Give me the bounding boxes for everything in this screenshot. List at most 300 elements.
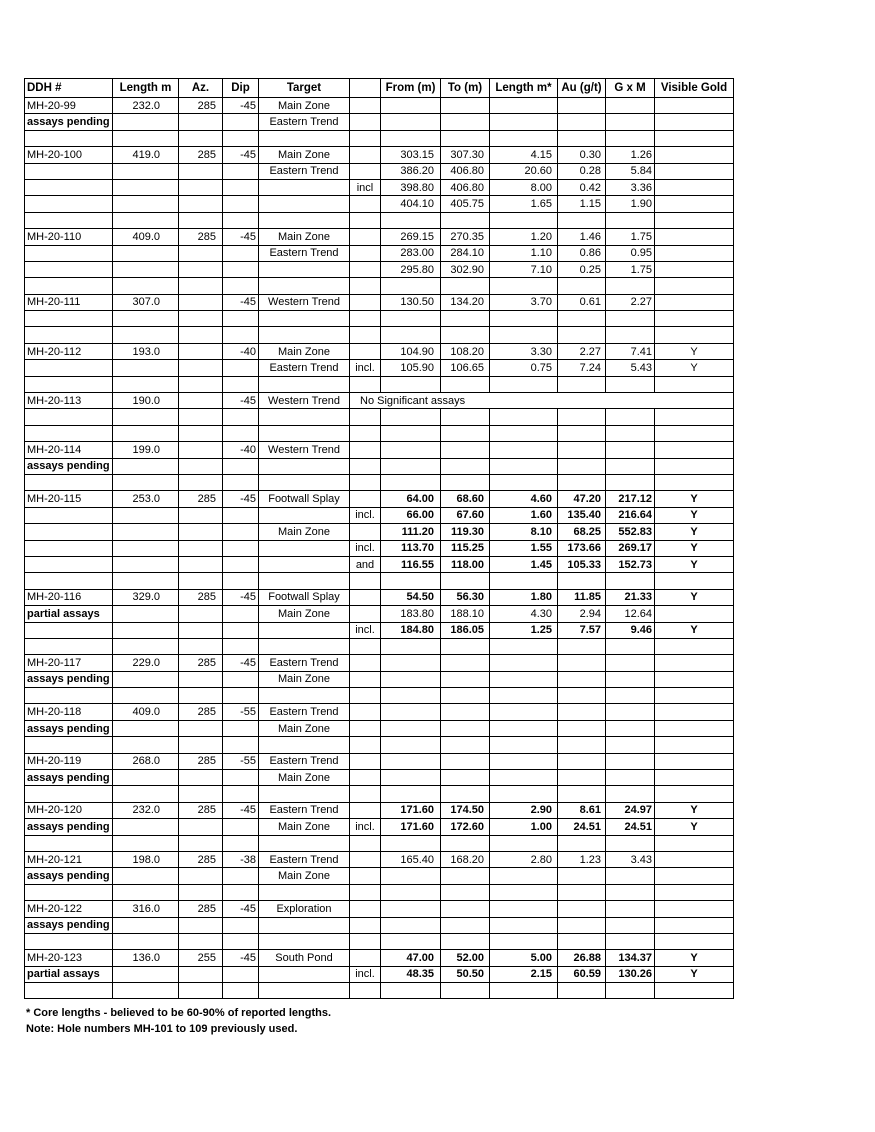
table-cell bbox=[490, 933, 558, 949]
table-cell bbox=[223, 278, 259, 294]
table-cell: assays pending bbox=[25, 671, 113, 687]
table-cell bbox=[223, 409, 259, 425]
table-row bbox=[25, 474, 734, 490]
table-cell bbox=[179, 409, 223, 425]
table-cell: MH-20-122 bbox=[25, 901, 113, 917]
table-cell bbox=[441, 278, 490, 294]
table-row bbox=[25, 802, 734, 818]
table-cell bbox=[606, 212, 655, 228]
table-cell: incl. bbox=[350, 540, 381, 556]
table-cell: 5.00 bbox=[490, 950, 558, 966]
table-cell bbox=[558, 720, 606, 736]
table-cell bbox=[558, 933, 606, 949]
table-cell: 0.95 bbox=[606, 245, 655, 261]
table-row bbox=[25, 950, 734, 966]
table-cell bbox=[223, 983, 259, 999]
table-cell bbox=[381, 114, 441, 130]
table-cell: 405.75 bbox=[441, 196, 490, 212]
table-cell bbox=[558, 868, 606, 884]
table-cell bbox=[179, 196, 223, 212]
table-cell: 285 bbox=[179, 753, 223, 769]
table-cell bbox=[490, 458, 558, 474]
table-row bbox=[25, 622, 734, 638]
table-cell bbox=[350, 458, 381, 474]
table-cell bbox=[606, 376, 655, 392]
table-cell bbox=[179, 720, 223, 736]
table-cell bbox=[558, 917, 606, 933]
table-cell bbox=[606, 720, 655, 736]
table-cell: Western Trend bbox=[259, 393, 350, 409]
table-cell: Eastern Trend bbox=[259, 753, 350, 769]
table-cell bbox=[441, 933, 490, 949]
table-cell: -45 bbox=[223, 393, 259, 409]
table-cell bbox=[25, 327, 113, 343]
table-cell bbox=[179, 540, 223, 556]
table-row bbox=[25, 196, 734, 212]
table-cell: MH-20-100 bbox=[25, 147, 113, 163]
table-cell bbox=[381, 573, 441, 589]
table-cell: assays pending bbox=[25, 458, 113, 474]
table-cell: 174.50 bbox=[441, 802, 490, 818]
table-cell bbox=[179, 524, 223, 540]
table-cell: partial assays bbox=[25, 606, 113, 622]
table-cell bbox=[558, 114, 606, 130]
table-cell bbox=[606, 737, 655, 753]
table-cell bbox=[558, 786, 606, 802]
table-cell bbox=[259, 573, 350, 589]
table-cell bbox=[179, 442, 223, 458]
table-row bbox=[25, 655, 734, 671]
table-cell: 60.59 bbox=[558, 966, 606, 982]
table-cell bbox=[25, 425, 113, 441]
table-cell: 68.25 bbox=[558, 524, 606, 540]
table-cell bbox=[606, 835, 655, 851]
table-cell bbox=[381, 868, 441, 884]
table-cell bbox=[179, 966, 223, 982]
table-cell bbox=[381, 425, 441, 441]
table-cell bbox=[113, 573, 179, 589]
table-cell bbox=[223, 507, 259, 523]
table-cell bbox=[223, 868, 259, 884]
table-cell bbox=[381, 770, 441, 786]
table-cell: 419.0 bbox=[113, 147, 179, 163]
table-cell: 48.35 bbox=[381, 966, 441, 982]
table-cell: 0.28 bbox=[558, 163, 606, 179]
table-cell bbox=[606, 770, 655, 786]
table-cell bbox=[179, 179, 223, 195]
table-cell: Main Zone bbox=[259, 606, 350, 622]
col-header-target: Target bbox=[259, 79, 350, 98]
table-cell bbox=[179, 311, 223, 327]
table-cell bbox=[606, 442, 655, 458]
table-cell bbox=[606, 786, 655, 802]
footnote-core-lengths: * Core lengths - believed to be 60-90% of reported lengths. bbox=[26, 1007, 332, 1019]
table-cell: Y bbox=[655, 491, 734, 507]
table-cell bbox=[25, 261, 113, 277]
col-header-au: Au (g/t) bbox=[558, 79, 606, 98]
table-cell bbox=[490, 212, 558, 228]
table-cell bbox=[381, 720, 441, 736]
table-cell bbox=[558, 901, 606, 917]
table-cell bbox=[113, 638, 179, 654]
table-cell: 2.90 bbox=[490, 802, 558, 818]
table-cell bbox=[25, 540, 113, 556]
table-cell bbox=[25, 474, 113, 490]
table-cell bbox=[259, 540, 350, 556]
table-cell bbox=[441, 671, 490, 687]
table-cell: 20.60 bbox=[490, 163, 558, 179]
table-cell bbox=[441, 770, 490, 786]
table-cell bbox=[606, 688, 655, 704]
table-cell: 2.94 bbox=[558, 606, 606, 622]
col-header-to: To (m) bbox=[441, 79, 490, 98]
table-cell bbox=[558, 442, 606, 458]
table-cell bbox=[381, 704, 441, 720]
table-cell bbox=[606, 655, 655, 671]
table-cell bbox=[490, 409, 558, 425]
col-header-azimuth: Az. bbox=[179, 79, 223, 98]
table-cell bbox=[655, 147, 734, 163]
table-cell: -38 bbox=[223, 851, 259, 867]
table-cell: 2.80 bbox=[490, 851, 558, 867]
table-cell bbox=[113, 540, 179, 556]
table-cell bbox=[381, 638, 441, 654]
table-cell: 285 bbox=[179, 147, 223, 163]
table-cell: 24.51 bbox=[606, 819, 655, 835]
table-cell bbox=[490, 688, 558, 704]
table-cell bbox=[179, 393, 223, 409]
table-cell: 307.0 bbox=[113, 294, 179, 310]
table-cell bbox=[223, 671, 259, 687]
table-cell bbox=[350, 851, 381, 867]
table-cell bbox=[259, 933, 350, 949]
table-cell bbox=[223, 179, 259, 195]
table-cell: 7.24 bbox=[558, 360, 606, 376]
table-cell: 119.30 bbox=[441, 524, 490, 540]
table-cell: Y bbox=[655, 950, 734, 966]
table-cell: Eastern Trend bbox=[259, 704, 350, 720]
table-cell bbox=[441, 655, 490, 671]
table-cell: -45 bbox=[223, 802, 259, 818]
table-cell: 134.20 bbox=[441, 294, 490, 310]
table-cell: 253.0 bbox=[113, 491, 179, 507]
table-cell bbox=[655, 409, 734, 425]
table-cell bbox=[223, 622, 259, 638]
table-cell bbox=[490, 786, 558, 802]
table-cell bbox=[655, 327, 734, 343]
table-cell bbox=[259, 278, 350, 294]
table-cell: Main Zone bbox=[259, 720, 350, 736]
table-cell bbox=[490, 720, 558, 736]
table-cell bbox=[350, 868, 381, 884]
table-cell bbox=[113, 130, 179, 146]
table-cell bbox=[655, 884, 734, 900]
table-cell: 108.20 bbox=[441, 343, 490, 359]
table-cell: MH-20-99 bbox=[25, 98, 113, 114]
table-cell bbox=[350, 442, 381, 458]
table-cell bbox=[259, 196, 350, 212]
table-cell bbox=[381, 753, 441, 769]
table-cell: MH-20-117 bbox=[25, 655, 113, 671]
table-cell bbox=[490, 753, 558, 769]
table-row bbox=[25, 901, 734, 917]
table-row bbox=[25, 229, 734, 245]
table-cell: 285 bbox=[179, 851, 223, 867]
table-cell: -45 bbox=[223, 655, 259, 671]
table-cell bbox=[223, 114, 259, 130]
table-cell bbox=[179, 245, 223, 261]
table-cell bbox=[441, 901, 490, 917]
table-cell: 295.80 bbox=[381, 261, 441, 277]
table-cell: 232.0 bbox=[113, 98, 179, 114]
table-row bbox=[25, 917, 734, 933]
table-cell bbox=[558, 671, 606, 687]
table-cell bbox=[223, 835, 259, 851]
table-cell bbox=[25, 130, 113, 146]
table-cell: 285 bbox=[179, 901, 223, 917]
table-row bbox=[25, 884, 734, 900]
table-cell bbox=[350, 376, 381, 392]
table-cell bbox=[259, 311, 350, 327]
table-cell: 284.10 bbox=[441, 245, 490, 261]
table-cell: 171.60 bbox=[381, 819, 441, 835]
table-cell bbox=[490, 425, 558, 441]
table-cell bbox=[381, 884, 441, 900]
table-cell: 47.20 bbox=[558, 491, 606, 507]
table-row bbox=[25, 589, 734, 605]
table-cell: 116.55 bbox=[381, 556, 441, 572]
table-cell: 398.80 bbox=[381, 179, 441, 195]
table-cell: Main Zone bbox=[259, 671, 350, 687]
table-cell bbox=[490, 835, 558, 851]
table-cell bbox=[490, 704, 558, 720]
table-row bbox=[25, 245, 734, 261]
table-cell bbox=[179, 835, 223, 851]
table-cell bbox=[113, 196, 179, 212]
table-cell bbox=[223, 606, 259, 622]
table-row bbox=[25, 786, 734, 802]
table-cell bbox=[558, 425, 606, 441]
table-cell: 1.75 bbox=[606, 229, 655, 245]
table-cell bbox=[655, 425, 734, 441]
table-cell bbox=[381, 655, 441, 671]
table-cell bbox=[113, 360, 179, 376]
table-cell bbox=[655, 737, 734, 753]
table-cell bbox=[606, 474, 655, 490]
table-cell bbox=[113, 507, 179, 523]
table-cell bbox=[179, 606, 223, 622]
table-cell bbox=[350, 950, 381, 966]
table-cell bbox=[490, 671, 558, 687]
table-cell: -40 bbox=[223, 442, 259, 458]
table-cell bbox=[223, 573, 259, 589]
table-cell bbox=[558, 753, 606, 769]
table-cell bbox=[490, 474, 558, 490]
table-cell bbox=[113, 458, 179, 474]
table-cell bbox=[259, 966, 350, 982]
table-cell: 1.26 bbox=[606, 147, 655, 163]
table-cell bbox=[113, 966, 179, 982]
table-row bbox=[25, 753, 734, 769]
table-row bbox=[25, 507, 734, 523]
table-cell bbox=[558, 884, 606, 900]
table-cell: 12.64 bbox=[606, 606, 655, 622]
table-cell bbox=[223, 245, 259, 261]
table-cell bbox=[25, 737, 113, 753]
table-cell: incl. bbox=[350, 360, 381, 376]
table-cell bbox=[259, 261, 350, 277]
table-cell bbox=[223, 425, 259, 441]
table-cell: 1.60 bbox=[490, 507, 558, 523]
table-cell bbox=[490, 98, 558, 114]
table-cell bbox=[558, 409, 606, 425]
table-row bbox=[25, 737, 734, 753]
table-cell bbox=[606, 573, 655, 589]
table-cell: 8.10 bbox=[490, 524, 558, 540]
table-cell bbox=[655, 901, 734, 917]
table-cell: Eastern Trend bbox=[259, 851, 350, 867]
table-cell bbox=[25, 556, 113, 572]
table-cell: Y bbox=[655, 507, 734, 523]
table-cell bbox=[223, 376, 259, 392]
table-cell: 7.10 bbox=[490, 261, 558, 277]
table-cell bbox=[179, 458, 223, 474]
table-cell bbox=[350, 606, 381, 622]
table-cell bbox=[223, 966, 259, 982]
table-row bbox=[25, 966, 734, 982]
table-cell: -45 bbox=[223, 147, 259, 163]
footnotes bbox=[26, 1005, 331, 1037]
table-cell bbox=[179, 688, 223, 704]
table-cell bbox=[350, 212, 381, 228]
table-cell: -40 bbox=[223, 343, 259, 359]
table-cell: 113.70 bbox=[381, 540, 441, 556]
table-cell bbox=[350, 409, 381, 425]
table-cell: Main Zone bbox=[259, 229, 350, 245]
table-row bbox=[25, 425, 734, 441]
table-cell: 1.20 bbox=[490, 229, 558, 245]
table-cell bbox=[113, 163, 179, 179]
table-cell bbox=[350, 655, 381, 671]
table-cell bbox=[655, 671, 734, 687]
table-cell bbox=[381, 442, 441, 458]
table-cell: 104.90 bbox=[381, 343, 441, 359]
table-cell: MH-20-116 bbox=[25, 589, 113, 605]
table-cell bbox=[179, 671, 223, 687]
table-cell: 552.83 bbox=[606, 524, 655, 540]
table-row bbox=[25, 770, 734, 786]
table-cell bbox=[223, 917, 259, 933]
table-cell bbox=[655, 786, 734, 802]
table-cell: MH-20-121 bbox=[25, 851, 113, 867]
table-cell bbox=[223, 786, 259, 802]
table-cell bbox=[25, 409, 113, 425]
table-cell: 329.0 bbox=[113, 589, 179, 605]
table-cell: 52.00 bbox=[441, 950, 490, 966]
table-cell: 130.50 bbox=[381, 294, 441, 310]
table-cell: MH-20-113 bbox=[25, 393, 113, 409]
table-cell bbox=[223, 261, 259, 277]
table-cell bbox=[381, 458, 441, 474]
table-cell bbox=[25, 835, 113, 851]
table-cell bbox=[490, 655, 558, 671]
table-cell bbox=[490, 983, 558, 999]
table-cell bbox=[441, 327, 490, 343]
table-cell bbox=[606, 933, 655, 949]
table-cell: 406.80 bbox=[441, 163, 490, 179]
table-cell bbox=[381, 983, 441, 999]
table-cell bbox=[223, 933, 259, 949]
table-row bbox=[25, 294, 734, 310]
table-cell bbox=[441, 704, 490, 720]
table-cell: 1.65 bbox=[490, 196, 558, 212]
table-cell bbox=[179, 360, 223, 376]
table-row bbox=[25, 311, 734, 327]
table-cell: 1.80 bbox=[490, 589, 558, 605]
table-cell bbox=[259, 983, 350, 999]
table-cell: 165.40 bbox=[381, 851, 441, 867]
table-cell: -45 bbox=[223, 491, 259, 507]
table-cell bbox=[381, 901, 441, 917]
table-cell bbox=[259, 130, 350, 146]
table-cell: 1.15 bbox=[558, 196, 606, 212]
table-cell: 269.15 bbox=[381, 229, 441, 245]
table-cell bbox=[223, 819, 259, 835]
table-cell: -45 bbox=[223, 98, 259, 114]
table-row bbox=[25, 983, 734, 999]
table-cell: 5.43 bbox=[606, 360, 655, 376]
table-cell bbox=[381, 409, 441, 425]
table-cell: 285 bbox=[179, 491, 223, 507]
table-cell bbox=[223, 212, 259, 228]
table-cell bbox=[179, 425, 223, 441]
table-cell bbox=[113, 786, 179, 802]
table-cell: -55 bbox=[223, 704, 259, 720]
table-cell bbox=[223, 327, 259, 343]
table-cell bbox=[179, 507, 223, 523]
table-cell bbox=[113, 983, 179, 999]
table-cell: 285 bbox=[179, 802, 223, 818]
table-cell bbox=[223, 196, 259, 212]
table-cell: Western Trend bbox=[259, 442, 350, 458]
table-cell bbox=[441, 311, 490, 327]
table-cell: 302.90 bbox=[441, 261, 490, 277]
table-cell bbox=[25, 163, 113, 179]
table-cell bbox=[441, 474, 490, 490]
table-cell: MH-20-120 bbox=[25, 802, 113, 818]
table-cell bbox=[558, 98, 606, 114]
table-cell: 56.30 bbox=[441, 589, 490, 605]
table-cell: 316.0 bbox=[113, 901, 179, 917]
table-cell bbox=[381, 98, 441, 114]
table-cell bbox=[223, 737, 259, 753]
table-row bbox=[25, 556, 734, 572]
table-cell: 193.0 bbox=[113, 343, 179, 359]
table-cell: 1.55 bbox=[490, 540, 558, 556]
table-row bbox=[25, 278, 734, 294]
table-row bbox=[25, 360, 734, 376]
table-cell: Eastern Trend bbox=[259, 163, 350, 179]
table-cell: 68.60 bbox=[441, 491, 490, 507]
table-cell bbox=[655, 163, 734, 179]
table-cell bbox=[259, 638, 350, 654]
table-cell bbox=[381, 311, 441, 327]
table-cell bbox=[490, 114, 558, 130]
table-cell bbox=[113, 720, 179, 736]
table-cell: 5.84 bbox=[606, 163, 655, 179]
table-cell bbox=[350, 229, 381, 245]
table-cell bbox=[655, 261, 734, 277]
